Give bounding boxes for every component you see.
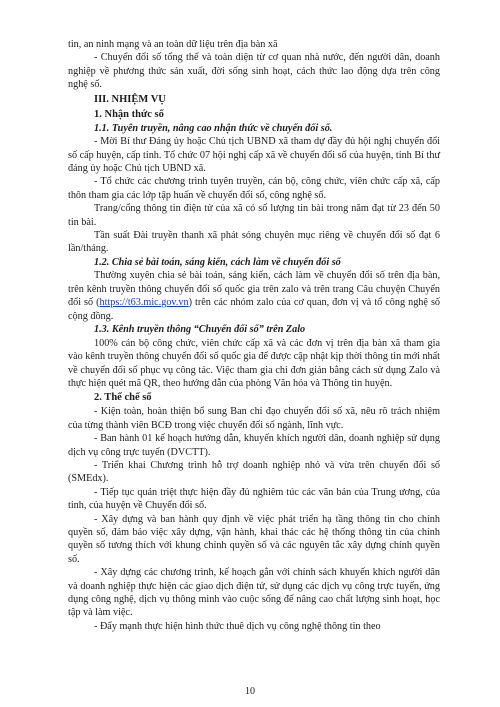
section-heading: III. NHIỆM VỤ bbox=[94, 93, 166, 105]
paragraph: tin, an ninh mạng và an toàn dữ liệu trên địa bàn xã bbox=[68, 39, 278, 50]
page-number: 10 bbox=[245, 686, 255, 697]
paragraph: - Tổ chức các chương trình tuyên truyền, cán bộ, công chức, viên chức cấp xã, cấp thôn tham gia các lớp tập huấn về chuyển đổi số, công nghệ số. bbox=[68, 176, 440, 201]
website-link[interactable]: https://t63.mic.gov.vn bbox=[99, 297, 189, 309]
paragraph bbox=[68, 269, 440, 323]
paragraph: - Tiếp tục quán triệt thực hiện đầy đủ nghiêm túc các văn bản của Trung ương, của tỉnh, của huyện về Chuyển đổi số. bbox=[68, 486, 440, 512]
section-heading: 2. Thể chế số bbox=[94, 392, 152, 404]
subsection-heading: 1.1. Tuyên truyền, nâng cao nhận thức về chuyển đổi số. bbox=[94, 122, 333, 134]
paragraph-text: Thường xuyên chia sẻ bài toán, sáng kiến, cách làm về chuyển đổi số trên địa bàn, trên kênh truyền thông chuyển đổi số quốc gia trên zalo và trên trang Câu chuyện Chuyển đổi số ( bbox=[68, 270, 440, 309]
paragraph: - Triển khai Chương trình hỗ trợ doanh nghiệp nhỏ và vừa trên chuyển đổi số (SMEdx). bbox=[68, 459, 440, 485]
paragraph-text: ) trên các nhóm zalo của cơ quan, đơn vị và tổ công nghệ số cộng đồng. bbox=[68, 297, 441, 322]
paragraph: - Chuyển đổi số tổng thể và toàn diện từ cơ quan nhà nước, đến người dân, doanh nghiệp về phương thức sản xuất, đời sống sinh hoạt, cách thức lao động dựa trên công nghệ số. bbox=[68, 52, 440, 91]
paragraph: - Đẩy mạnh thực hiện hình thức thuê dịch vụ công nghệ thông tin theo bbox=[94, 620, 381, 632]
document-body bbox=[68, 38, 440, 633]
section-heading: 1. Nhận thức số bbox=[94, 108, 164, 120]
paragraph: - Ban hành 01 kế hoạch hướng dẫn, khuyến khích người dân, doanh nghiệp sử dụng dịch vụ công trực tuyến (DVCTT). bbox=[68, 433, 440, 458]
subsection-heading: 1.3. Kênh truyền thông “Chuyển đổi số” trên Zalo bbox=[94, 324, 306, 336]
subsection-heading: 1.2. Chia sẻ bài toán, sáng kiến, cách làm về chuyển đổi số bbox=[94, 256, 341, 268]
paragraph: Trang/cổng thông tin điện tử của xã có số lượng tin bài trong năm đạt từ 23 đến 50 tin bài. bbox=[68, 203, 440, 228]
paragraph: - Kiện toàn, hoàn thiện bổ sung Ban chỉ đạo chuyển đổi số xã, nêu rõ trách nhiệm của từng thành viên BCĐ trong việc chuyển đổi số ngành, lĩnh vực. bbox=[68, 406, 440, 431]
paragraph: - Mời Bí thư Đảng ủy hoặc Chủ tịch UBND xã tham dự đầy đủ hội nghị chuyển đổi số cấp huyện, cấp tỉnh. Tổ chức 07 hội nghị cấp xã về chuyển đổi số của huyện, tỉnh Bí thư đảng ủy hoặc Chủ tịch UBND xã. bbox=[68, 136, 440, 175]
paragraph: Tần suất Đài truyền thanh xã phát sóng chuyên mục riêng về chuyển đổi số đạt 6 lần/tháng. bbox=[68, 230, 440, 255]
paragraph: - Xây dựng các chương trình, kế hoạch gắn với chính sách khuyến khích người dân và doanh nghiệp thực hiện các giao dịch điện tử, sử dụng các dịch vụ công trực tuyến, ứng dụng công nghệ, dịch vụ thông minh vào cuộc sống để nâng cao chất lượng sinh hoạt, học tập và làm việc. bbox=[68, 567, 440, 619]
paragraph: 100% cán bộ công chức, viên chức cấp xã và các đơn vị trên địa bàn xã tham gia vào kênh truyền thông chuyển đổi số quốc gia để được cập nhật kịp thời thông tin mới nhất về chuyển đổi số phục vụ công tác. Việc tham gia chỉ đơn giản bằng cách sử dụng Zalo và thực hiện quét mã QR, theo hướng dẫn của phòng Văn hóa và Thông tin huyện. bbox=[68, 337, 440, 389]
paragraph: - Xây dựng và ban hành quy định về việc phát triển hạ tầng thông tin cho chính quyền số, đảm bảo việc xây dựng, vận hành, khai thác các hệ thống thông tin của chính quyền số tương thích với khung chính quyền số và các nguyên tắc xây dựng chính quyền số. bbox=[68, 513, 440, 565]
